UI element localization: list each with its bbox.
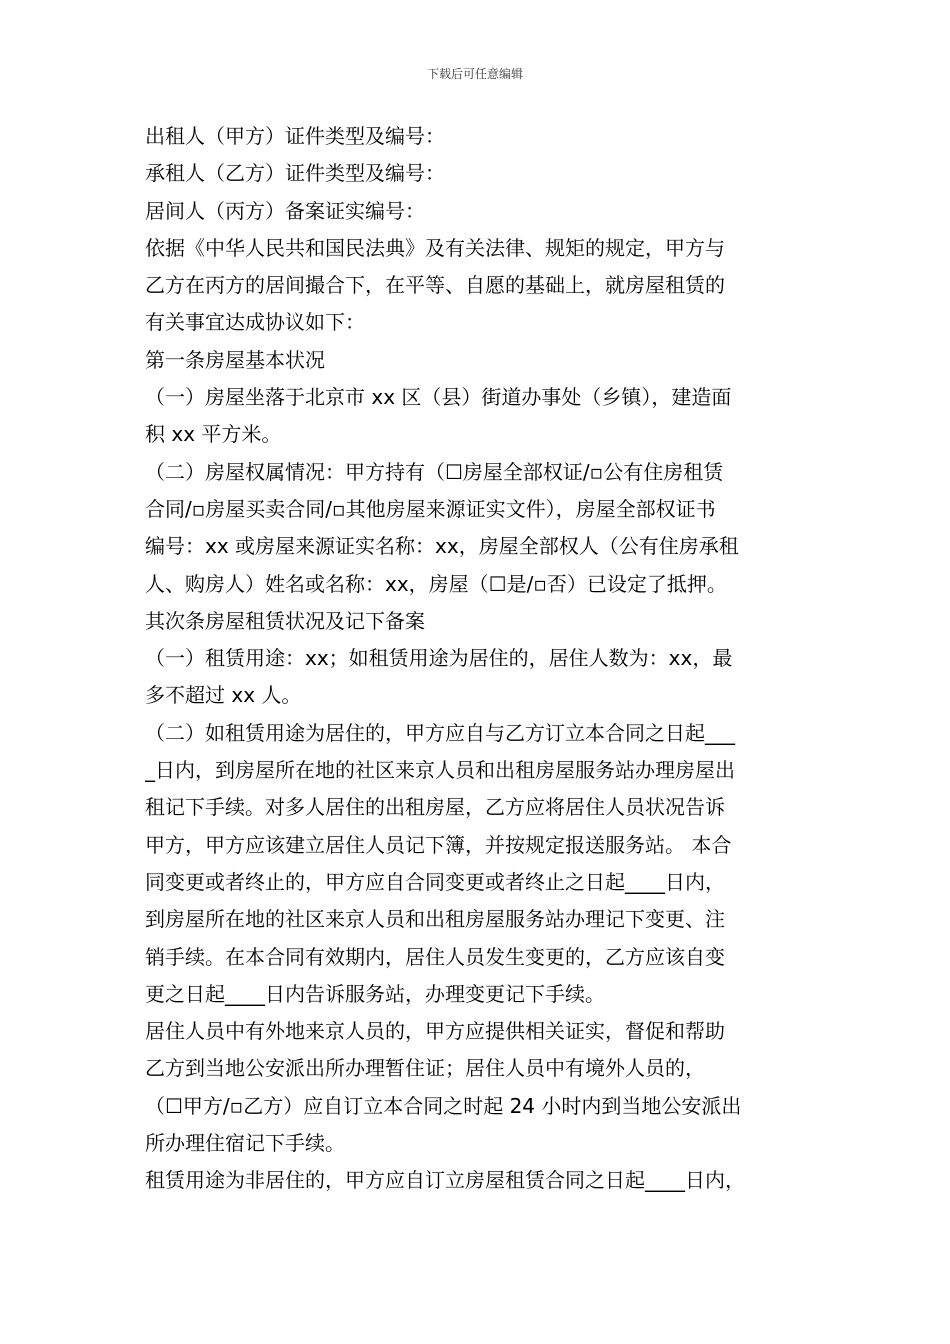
text-line: 乙方在丙方的居间撮合下，在平等、自愿的基础上，就房屋租赁的	[145, 273, 725, 298]
text-line: 更之日起____日内告诉服务站，办理变更记下手续。	[145, 981, 605, 1006]
text-line: 租赁用途为非居住的，甲方应自订立房屋租赁合同之日起____日内，	[145, 1168, 745, 1193]
text-line: 承租人（乙方）证件类型及编号：	[145, 161, 445, 186]
text-line: 乙方到当地公安派出所办理暂住证；居住人员中有境外人员的，	[145, 1056, 705, 1081]
section-heading: 第一条房屋基本状况	[145, 347, 325, 372]
text-line: 所办理住宿记下手续。	[145, 1131, 345, 1156]
text-line: 多不超过 xx 人。	[145, 683, 302, 708]
section-heading: 其次条房屋租赁状况及记下备案	[145, 608, 425, 633]
text-line: （二）如租赁用途为居住的，甲方应自与乙方订立本合同之日起___	[145, 720, 735, 745]
text-line: 积 xx 平方米。	[145, 422, 282, 447]
text-line: 销手续。在本合同有效期内，居住人员发生变更的，乙方应该自变	[145, 944, 725, 969]
text-line: 合同/▫房屋买卖合同/▫其他房屋来源证实文件），房屋全部权证书	[145, 496, 716, 521]
text-line: （一）租赁用途：xx；如租赁用途为居住的，居住人数为：xx，最	[145, 646, 733, 671]
text-line: 出租人（甲方）证件类型及编号：	[145, 124, 445, 148]
text-line: 有关事宜达成协议如下：	[145, 310, 365, 335]
text-line: 编号：xx 或房屋来源证实名称：xx，房屋全部权人（公有住房承租	[145, 534, 739, 559]
text-line: 到房屋所在地的社区来京人员和出租房屋服务站办理记下变更、注	[145, 907, 725, 932]
text-line: _日内，到房屋所在地的社区来京人员和出租房屋服务站办理房屋出	[145, 758, 735, 783]
text-line: 甲方，甲方应该建立居住人员记下簿，并按规定报送服务站。 本合	[145, 832, 732, 857]
page-header: 下载后可任意编辑	[426, 67, 523, 81]
text-line: （二）房屋权属情况：甲方持有（☐房屋全部权证/▫公有住房租赁	[145, 459, 724, 484]
text-line: （☐甲方/▫乙方）应自订立本合同之时起 24 小时内到当地公安派出	[145, 1093, 742, 1118]
text-line: 居间人（丙方）备案证实编号：	[145, 198, 425, 223]
text-line: 人、购房人）姓名或名称：xx，房屋（☐是/▫否）已设定了抵押。	[145, 571, 727, 596]
text-line: （一）房屋坐落于北京市 xx 区（县）街道办事处（乡镇），建造面	[145, 385, 732, 410]
text-line: 同变更或者终止的，甲方应自合同变更或者终止之日起____日内，	[145, 869, 725, 894]
text-line: 居住人员中有外地来京人员的，甲方应提供相关证实，督促和帮助	[145, 1019, 725, 1044]
document-body	[145, 118, 810, 1200]
text-line: 依据《中华人民共和国民法典》及有关法律、规矩的规定，甲方与	[145, 235, 725, 260]
text-line: 租记下手续。对多人居住的出租房屋，乙方应将居住人员状况告诉	[145, 795, 725, 820]
